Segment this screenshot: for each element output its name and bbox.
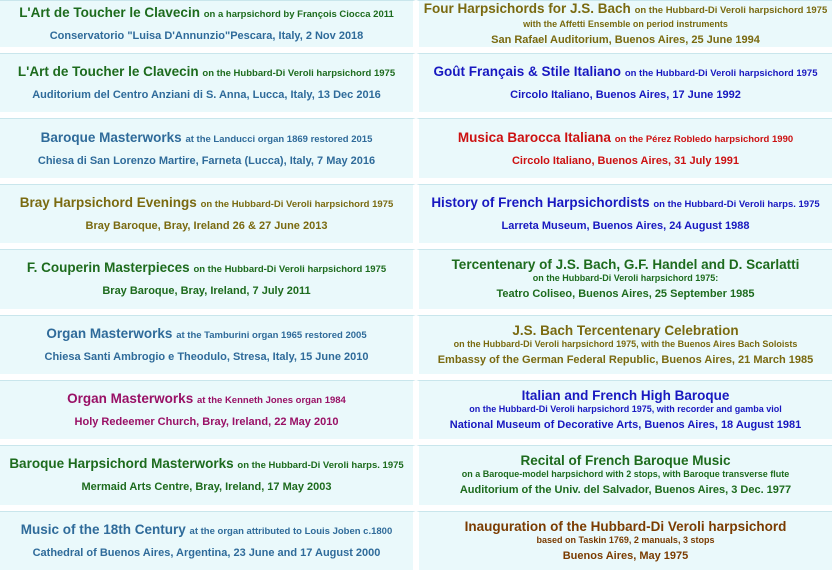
concert-title[interactable]: L'Art de Toucher le Clavecin bbox=[19, 5, 200, 20]
concert-venue: Auditorium del Centro Anziani di S. Anna, Lucca, Italy, 13 Dec 2016 bbox=[32, 89, 381, 102]
instrument-note: on the Hubbard-Di Veroli harps. 1975 bbox=[237, 460, 404, 472]
instrument-note: at the organ attributed to Louis Joben c.1800 bbox=[189, 525, 393, 537]
concert-title-line bbox=[19, 5, 394, 23]
concert-entry bbox=[0, 249, 416, 314]
concert-title-line bbox=[424, 1, 828, 19]
concert-entry bbox=[416, 118, 832, 183]
concert-title-line bbox=[458, 130, 793, 148]
concert-venue: Chiesa di San Lorenzo Martire, Farneta (Lucca), Italy, 7 May 2016 bbox=[37, 154, 376, 167]
concert-venue: Embassy of the German Federal Republic, Buenos Aires, 21 March 1985 bbox=[437, 353, 814, 366]
concert-entry bbox=[0, 315, 416, 380]
concert-venue: Auditorium of the Univ. del Salvador, Buenos Aires, 3 Dec. 1977 bbox=[459, 484, 792, 497]
concert-title[interactable]: History of French Harpsichordists bbox=[431, 194, 650, 210]
concert-entry bbox=[416, 0, 832, 53]
instrument-note: on the Hubbard-Di Veroli harpsichord 1975 bbox=[202, 68, 396, 80]
concert-entry bbox=[416, 53, 832, 118]
instrument-note: on the Hubbard-Di Veroli harpsichord 1975 bbox=[200, 198, 394, 210]
concert-subtitle: on the Hubbard-Di Veroli harpsichord 1975, with the Buenos Aires Bach Soloists bbox=[453, 338, 798, 349]
concert-venue: Buenos Aires, May 1975 bbox=[562, 549, 689, 562]
instrument-note: on the Hubbard-Di Veroli harpsichord 1975 bbox=[634, 5, 828, 16]
concert-venue: Teatro Coliseo, Buenos Aires, 25 September 1985 bbox=[496, 288, 755, 301]
concert-entry bbox=[416, 315, 832, 380]
concert-entry bbox=[0, 0, 416, 53]
concert-title[interactable]: Italian and French High Baroque bbox=[521, 388, 730, 404]
concert-venue: National Museum of Decorative Arts, Buenos Aires, 18 August 1981 bbox=[449, 419, 802, 432]
concert-entry bbox=[0, 511, 416, 576]
concert-subtitle: on the Hubbard-Di Veroli harpsichord 1975: bbox=[532, 273, 719, 284]
concert-subtitle: on the Hubbard-Di Veroli harpsichord 1975, with recorder and gamba viol bbox=[469, 404, 782, 415]
concert-venue: San Rafael Auditorium, Buenos Aires, 25 June 1994 bbox=[491, 34, 760, 46]
instrument-note: on a harpsichord by François Ciocca 2011 bbox=[203, 9, 394, 20]
concert-title-line bbox=[21, 522, 393, 540]
concert-title-line bbox=[18, 64, 395, 82]
concert-title[interactable]: Organ Masterworks bbox=[67, 391, 194, 407]
instrument-note: on the Hubbard-Di Veroli harpsichord 1975 bbox=[193, 264, 387, 276]
instrument-note: at the Tamburini organ 1965 restored 2005 bbox=[176, 329, 367, 341]
instrument-note: on the Hubbard-Di Veroli harps. 1975 bbox=[653, 198, 820, 210]
concert-title[interactable]: Organ Masterworks bbox=[46, 325, 173, 341]
instrument-note: at the Landucci organ 1869 restored 2015 bbox=[185, 133, 373, 145]
concert-title-line bbox=[46, 326, 366, 344]
concert-venue: Bray Baroque, Bray, Ireland 26 & 27 June 2013 bbox=[85, 219, 328, 232]
instrument-note: at the Kenneth Jones organ 1984 bbox=[196, 395, 346, 407]
concert-subtitle: based on Taskin 1769, 2 manuals, 3 stops bbox=[536, 534, 715, 545]
concert-title-line bbox=[9, 456, 403, 474]
concert-venue: Bray Baroque, Bray, Ireland, 7 July 2011 bbox=[102, 285, 311, 298]
concert-venue: Conservatorio "Luisa D'Annunzio"Pescara, Italy, 2 Nov 2018 bbox=[49, 30, 364, 42]
concert-subtitle: on a Baroque-model harpsichord with 2 stops, with Baroque transverse flute bbox=[461, 469, 790, 480]
concert-title-line bbox=[67, 391, 346, 409]
concert-title-line bbox=[522, 388, 730, 404]
concert-entry bbox=[0, 445, 416, 510]
concert-title[interactable]: J.S. Bach Tercentenary Celebration bbox=[512, 322, 739, 338]
concert-title[interactable]: Goût Français & Stile Italiano bbox=[433, 64, 622, 80]
concert-entry bbox=[416, 380, 832, 445]
concert-venue: Chiesa Santi Ambrogio e Theodulo, Stresa, Italy, 15 June 2010 bbox=[44, 350, 369, 363]
concert-title[interactable]: Inauguration of the Hubbard-Di Veroli harpsichord bbox=[464, 518, 787, 534]
concert-venue: Mermaid Arts Centre, Bray, Ireland, 17 May 2003 bbox=[81, 481, 332, 494]
concert-title[interactable]: F. Couperin Masterpieces bbox=[26, 260, 190, 276]
concert-title[interactable]: Baroque Harpsichord Masterworks bbox=[9, 456, 234, 472]
concert-entry bbox=[0, 118, 416, 183]
concert-title[interactable]: Four Harpsichords for J.S. Bach bbox=[423, 1, 631, 16]
concert-venue: Circolo Italiano, Buenos Aires, 17 June 1992 bbox=[510, 89, 741, 102]
concert-entry bbox=[0, 184, 416, 249]
concert-title-line bbox=[434, 64, 818, 82]
concert-entry bbox=[0, 53, 416, 118]
concert-title[interactable]: Musica Barocca Italiana bbox=[457, 129, 611, 145]
concert-title[interactable]: Recital of French Baroque Music bbox=[520, 453, 731, 469]
instrument-note: on the Hubbard-Di Veroli harpsichord 1975 bbox=[624, 68, 818, 80]
concert-title-line bbox=[512, 323, 738, 339]
concert-entry bbox=[416, 249, 832, 314]
concert-title[interactable]: Tercentenary of J.S. Bach, G.F. Handel and D. Scarlatti bbox=[451, 257, 800, 273]
concert-venue: Circolo Italiano, Buenos Aires, 31 July 1991 bbox=[511, 154, 739, 167]
concert-title-line bbox=[41, 130, 373, 148]
concert-entry bbox=[0, 380, 416, 445]
concert-title-line bbox=[452, 257, 800, 273]
concert-venue: Holy Redeemer Church, Bray, Ireland, 22 May 2010 bbox=[74, 416, 339, 429]
concert-title-line bbox=[20, 195, 394, 213]
instrument-note: on the Pérez Robledo harpsichord 1990 bbox=[614, 133, 794, 145]
concert-entry bbox=[416, 445, 832, 510]
concert-venue: Cathedral of Buenos Aires, Argentina, 23 June and 17 August 2000 bbox=[32, 546, 381, 559]
concert-title-line bbox=[520, 453, 730, 469]
concert-title-line bbox=[431, 195, 819, 213]
concert-title-line bbox=[27, 260, 386, 278]
concert-venue: Larreta Museum, Buenos Aires, 24 August 1988 bbox=[501, 219, 750, 232]
concert-title[interactable]: Baroque Masterworks bbox=[40, 129, 182, 145]
concert-title[interactable]: L'Art de Toucher le Clavecin bbox=[17, 64, 199, 80]
concert-subtitle: with the Affetti Ensemble on period instruments bbox=[523, 19, 728, 29]
concert-entry bbox=[416, 511, 832, 576]
concert-title[interactable]: Music of the 18th Century bbox=[20, 521, 186, 537]
concert-title-line bbox=[465, 519, 787, 535]
concert-title[interactable]: Bray Harpsichord Evenings bbox=[19, 194, 197, 210]
concert-entry bbox=[416, 184, 832, 249]
